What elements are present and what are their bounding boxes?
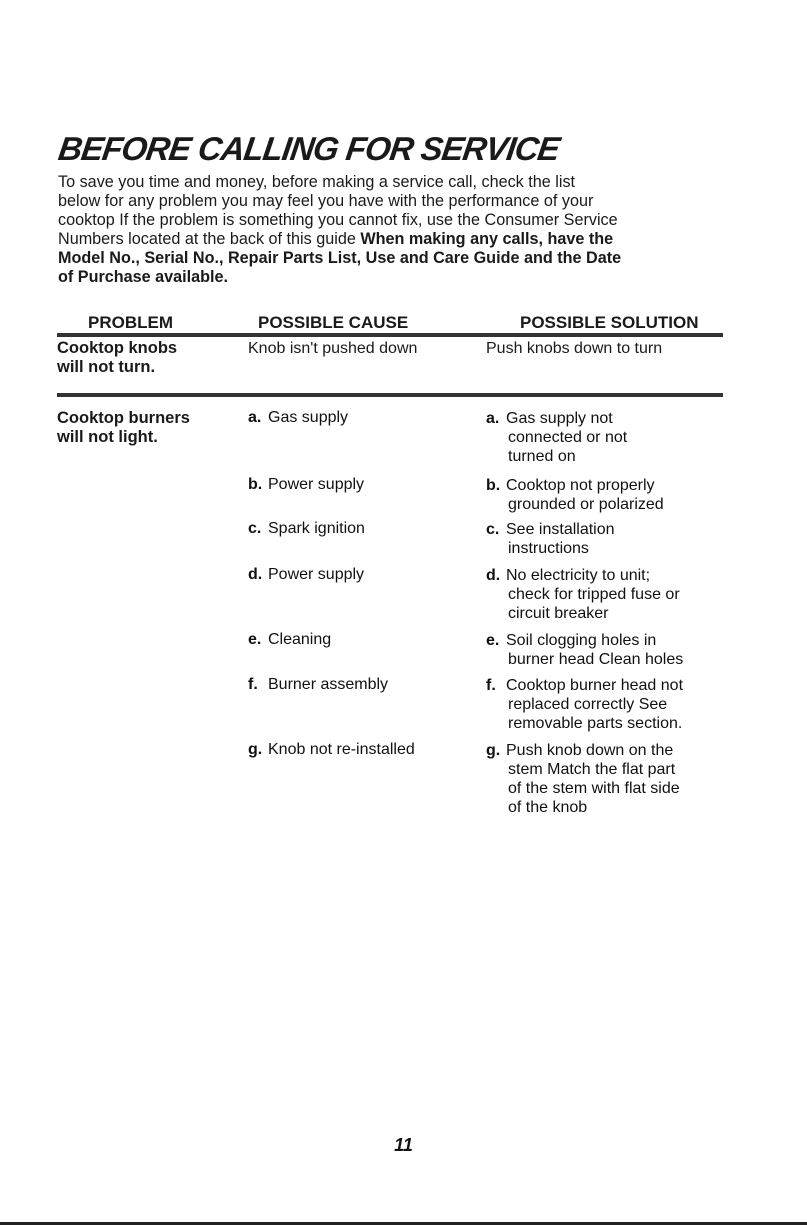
solution-text: Push knob down on the (506, 742, 674, 759)
solution-text: burner head Clean holes (508, 651, 684, 668)
problem-line: will not turn. (57, 358, 156, 376)
solution-text: Gas supply not (506, 410, 613, 427)
solution-text: turned on (508, 448, 576, 465)
item-letter: f. (486, 677, 496, 694)
solution-text: circuit breaker (508, 605, 609, 622)
solution-text: connected or not (508, 429, 628, 446)
item-letter: a. (486, 410, 500, 427)
intro-paragraph (58, 173, 758, 287)
header-solution: POSSIBLE SOLUTION (520, 313, 699, 332)
cause-item (248, 409, 348, 427)
intro-line (58, 230, 758, 249)
item-letter: g. (248, 741, 263, 758)
solution-item (486, 741, 726, 817)
intro-bold-text: of Purchase available. (58, 268, 229, 286)
cause-text: Cleaning (268, 631, 332, 648)
cause-text: Spark ignition (268, 520, 365, 537)
solution-text: check for tripped fuse or (508, 586, 680, 603)
solution-text: grounded or polarized (508, 496, 664, 513)
cause-text: Burner assembly (268, 676, 389, 693)
intro-text: Numbers located at the back of this guide (58, 230, 361, 248)
row2-problem (57, 409, 190, 447)
solution-text: Soil clogging holes in (506, 632, 657, 649)
row-divider (57, 393, 723, 397)
solution-text: See installation (506, 521, 615, 538)
cause-item (248, 566, 364, 584)
item-letter: g. (486, 742, 501, 759)
item-letter: a. (248, 409, 262, 426)
item-letter: c. (248, 520, 262, 537)
problem-line: Cooktop burners (57, 409, 190, 427)
solution-item (486, 566, 726, 623)
solution-text: Cooktop not properly (506, 477, 655, 494)
header-divider (57, 333, 723, 337)
problem-line: Cooktop knobs (57, 339, 178, 357)
intro-bold-text: When making any calls, have the (360, 230, 614, 248)
cause-text: Power supply (268, 566, 365, 583)
solution-item (486, 676, 726, 733)
problem-line: will not light. (57, 428, 158, 446)
cause-item (248, 676, 388, 694)
solution-text: of the stem with flat side (508, 780, 680, 797)
cause-text: Power supply (268, 476, 365, 493)
solution-text: of the knob (508, 799, 588, 816)
item-letter: e. (248, 631, 262, 648)
header-problem: PROBLEM (88, 313, 173, 332)
row1-solution: Push knobs down to turn (486, 340, 663, 357)
item-letter: f. (248, 676, 258, 693)
solution-item (486, 520, 726, 558)
page-number: 11 (394, 1135, 413, 1155)
intro-line (58, 268, 758, 287)
solution-text: stem Match the flat part (508, 761, 676, 778)
solution-text: No electricity to unit; (506, 567, 651, 584)
item-letter: c. (486, 521, 500, 538)
solution-item (486, 476, 726, 514)
cause-item (248, 631, 331, 649)
item-letter: e. (486, 632, 500, 649)
intro-bold-text: Model No., Serial No., Repair Parts List, Use and Care Guide and the Date (58, 249, 622, 267)
solution-text: Cooktop burner head not (506, 677, 684, 694)
intro-line (58, 249, 758, 268)
cause-text: Gas supply (268, 409, 349, 426)
page-title: BEFORE CALLING FOR SERVICE (56, 130, 562, 167)
item-letter: d. (248, 566, 263, 583)
intro-line: below for any problem you may feel you have with the performance of your (58, 192, 594, 210)
cause-text: Knob not re-installed (268, 741, 415, 758)
row1-cause: Knob isn't pushed down (248, 340, 418, 357)
solution-item (486, 409, 726, 466)
solution-text: replaced correctly See (508, 696, 668, 713)
cause-item (248, 741, 415, 759)
item-letter: d. (486, 567, 501, 584)
item-letter: b. (486, 477, 501, 494)
intro-line: To save you time and money, before making a service call, check the list (58, 173, 576, 191)
solution-text: removable parts section. (508, 715, 683, 732)
intro-line: cooktop If the problem is something you cannot fix, use the Consumer Service (58, 211, 618, 229)
solution-text: instructions (508, 540, 589, 557)
header-cause: POSSIBLE CAUSE (258, 313, 409, 332)
row1-problem (57, 339, 177, 377)
cause-item (248, 520, 365, 538)
item-letter: b. (248, 476, 263, 493)
cause-item (248, 476, 364, 494)
solution-item (486, 631, 726, 669)
